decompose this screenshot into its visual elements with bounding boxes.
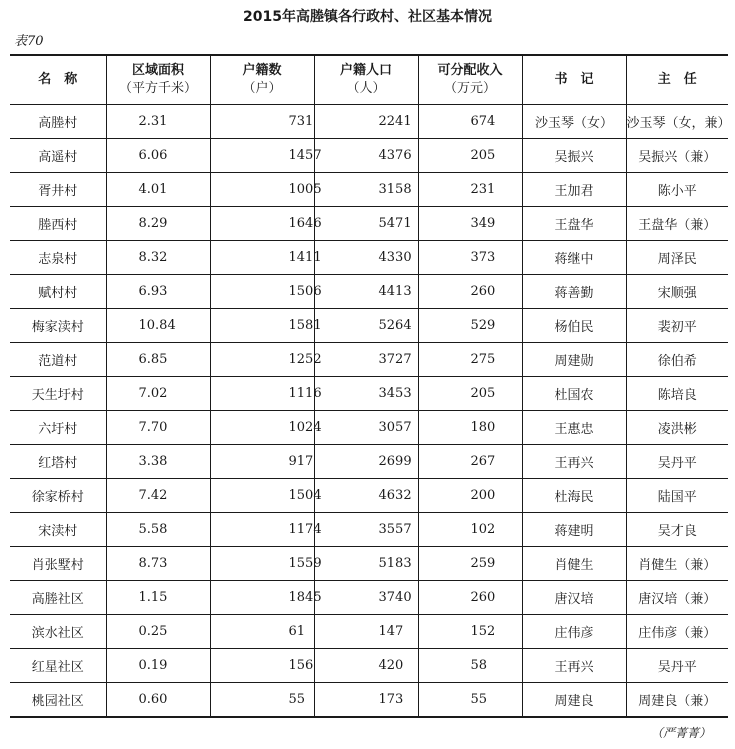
- cell-name: 六圩村: [10, 411, 106, 445]
- cell-secretary: 王再兴: [522, 649, 626, 683]
- cell-secretary: 王加君: [522, 173, 626, 207]
- cell-population: 4376: [314, 139, 418, 173]
- cell-area: 8.29: [106, 207, 210, 241]
- cell-director: 周泽民: [626, 241, 728, 275]
- table-row: [10, 377, 728, 411]
- cell-name: 红星社区: [10, 649, 106, 683]
- cell-area: 4.01: [106, 173, 210, 207]
- cell-households: 1504: [210, 479, 314, 513]
- table-row: [10, 411, 728, 445]
- cell-households: 1116: [210, 377, 314, 411]
- table-row: [10, 173, 728, 207]
- cell-households: 917: [210, 445, 314, 479]
- source-credit: （严菁菁）: [650, 726, 711, 740]
- cell-area: 3.38: [106, 445, 210, 479]
- table-row: [10, 207, 728, 241]
- table-row: [10, 445, 728, 479]
- table-row: [10, 275, 728, 309]
- table-row: [10, 683, 728, 718]
- cell-director: 宋顺强: [626, 275, 728, 309]
- cell-area: 6.06: [106, 139, 210, 173]
- cell-income: 259: [418, 547, 522, 581]
- cell-households: 1024: [210, 411, 314, 445]
- cell-income: 260: [418, 275, 522, 309]
- cell-area: 7.70: [106, 411, 210, 445]
- cell-director: 王盘华（兼）: [626, 207, 728, 241]
- table-row: [10, 513, 728, 547]
- cell-population: 5183: [314, 547, 418, 581]
- table-row: [10, 615, 728, 649]
- table-row: [10, 479, 728, 513]
- cell-name: 赋村村: [10, 275, 106, 309]
- cell-name: 红塔村: [10, 445, 106, 479]
- cell-area: 0.25: [106, 615, 210, 649]
- cell-secretary: 沙玉琴（女）: [522, 105, 626, 139]
- cell-secretary: 周建勋: [522, 343, 626, 377]
- cell-income: 205: [418, 377, 522, 411]
- header-income: 可分配收入 （万元）: [418, 55, 522, 105]
- cell-name: 宋渎村: [10, 513, 106, 547]
- table-row: [10, 241, 728, 275]
- cell-director: 凌洪彬: [626, 411, 728, 445]
- cell-name: 桃园社区: [10, 683, 106, 718]
- cell-population: 2241: [314, 105, 418, 139]
- cell-households: 1252: [210, 343, 314, 377]
- cell-secretary: 唐汉培: [522, 581, 626, 615]
- cell-income: 674: [418, 105, 522, 139]
- cell-name: 肖张墅村: [10, 547, 106, 581]
- cell-population: 173: [314, 683, 418, 718]
- cell-income: 529: [418, 309, 522, 343]
- header-population: 户籍人口 （人）: [314, 55, 418, 105]
- cell-population: 3158: [314, 173, 418, 207]
- page-title: 2015年高塍镇各行政村、社区基本情况: [243, 9, 492, 25]
- cell-population: 4632: [314, 479, 418, 513]
- cell-income: 58: [418, 649, 522, 683]
- cell-director: 吴丹平: [626, 649, 728, 683]
- cell-population: 2699: [314, 445, 418, 479]
- header-director: 主 任: [626, 55, 728, 105]
- cell-director: 唐汉培（兼）: [626, 581, 728, 615]
- cell-director: 徐伯希: [626, 343, 728, 377]
- cell-population: 4330: [314, 241, 418, 275]
- cell-population: 3057: [314, 411, 418, 445]
- cell-income: 267: [418, 445, 522, 479]
- table-row: [10, 139, 728, 173]
- cell-households: 55: [210, 683, 314, 718]
- cell-households: 1411: [210, 241, 314, 275]
- cell-director: 陈培良: [626, 377, 728, 411]
- cell-income: 373: [418, 241, 522, 275]
- cell-area: 8.73: [106, 547, 210, 581]
- cell-name: 梅家渎村: [10, 309, 106, 343]
- cell-households: 1845: [210, 581, 314, 615]
- cell-secretary: 肖健生: [522, 547, 626, 581]
- cell-income: 349: [418, 207, 522, 241]
- cell-director: 吴丹平: [626, 445, 728, 479]
- cell-director: 庄伟彦（兼）: [626, 615, 728, 649]
- cell-population: 420: [314, 649, 418, 683]
- cell-area: 6.85: [106, 343, 210, 377]
- cell-area: 8.32: [106, 241, 210, 275]
- cell-area: 1.15: [106, 581, 210, 615]
- cell-secretary: 庄伟彦: [522, 615, 626, 649]
- cell-director: 裴初平: [626, 309, 728, 343]
- cell-area: 10.84: [106, 309, 210, 343]
- table-row: [10, 105, 728, 139]
- cell-name: 高塍村: [10, 105, 106, 139]
- cell-secretary: 王再兴: [522, 445, 626, 479]
- header-name: 名 称: [10, 55, 106, 105]
- table-row: [10, 309, 728, 343]
- cell-secretary: 杨伯民: [522, 309, 626, 343]
- cell-director: 吴振兴（兼）: [626, 139, 728, 173]
- table-row: [10, 547, 728, 581]
- cell-population: 5471: [314, 207, 418, 241]
- cell-secretary: 王惠忠: [522, 411, 626, 445]
- cell-secretary: 周建良: [522, 683, 626, 718]
- table-row: [10, 343, 728, 377]
- cell-secretary: 蒋善勤: [522, 275, 626, 309]
- header-households: 户籍数 （户）: [210, 55, 314, 105]
- cell-population: 3453: [314, 377, 418, 411]
- cell-secretary: 杜海民: [522, 479, 626, 513]
- cell-income: 260: [418, 581, 522, 615]
- cell-name: 塍西村: [10, 207, 106, 241]
- cell-households: 156: [210, 649, 314, 683]
- cell-name: 胥井村: [10, 173, 106, 207]
- cell-households: 1559: [210, 547, 314, 581]
- cell-name: 志泉村: [10, 241, 106, 275]
- cell-name: 徐家桥村: [10, 479, 106, 513]
- cell-director: 肖健生（兼）: [626, 547, 728, 581]
- cell-households: 1581: [210, 309, 314, 343]
- cell-director: 陈小平: [626, 173, 728, 207]
- cell-name: 滨水社区: [10, 615, 106, 649]
- cell-area: 6.93: [106, 275, 210, 309]
- cell-income: 275: [418, 343, 522, 377]
- cell-population: 3727: [314, 343, 418, 377]
- cell-area: 5.58: [106, 513, 210, 547]
- cell-income: 200: [418, 479, 522, 513]
- header-secretary: 书 记: [522, 55, 626, 105]
- table-row: [10, 581, 728, 615]
- cell-population: 4413: [314, 275, 418, 309]
- cell-households: 731: [210, 105, 314, 139]
- cell-secretary: 蒋建明: [522, 513, 626, 547]
- cell-director: 吴才良: [626, 513, 728, 547]
- cell-households: 1506: [210, 275, 314, 309]
- cell-secretary: 杜国农: [522, 377, 626, 411]
- cell-households: 1646: [210, 207, 314, 241]
- cell-income: 231: [418, 173, 522, 207]
- cell-area: 7.42: [106, 479, 210, 513]
- cell-director: 陆国平: [626, 479, 728, 513]
- cell-population: 3557: [314, 513, 418, 547]
- cell-income: 152: [418, 615, 522, 649]
- table-body: [10, 105, 731, 718]
- cell-area: 0.60: [106, 683, 210, 718]
- cell-secretary: 吴振兴: [522, 139, 626, 173]
- village-info-table: [10, 54, 731, 718]
- cell-area: 7.02: [106, 377, 210, 411]
- cell-households: 1005: [210, 173, 314, 207]
- cell-income: 205: [418, 139, 522, 173]
- cell-population: 147: [314, 615, 418, 649]
- table-header-row: [10, 55, 728, 105]
- cell-name: 高遥村: [10, 139, 106, 173]
- cell-households: 61: [210, 615, 314, 649]
- cell-area: 2.31: [106, 105, 210, 139]
- cell-secretary: 蒋继中: [522, 241, 626, 275]
- table-number: 表70: [14, 34, 44, 49]
- cell-population: 5264: [314, 309, 418, 343]
- cell-households: 1174: [210, 513, 314, 547]
- cell-households: 1457: [210, 139, 314, 173]
- cell-name: 天生圩村: [10, 377, 106, 411]
- table-row: [10, 649, 728, 683]
- cell-income: 102: [418, 513, 522, 547]
- cell-income: 55: [418, 683, 522, 718]
- cell-population: 3740: [314, 581, 418, 615]
- cell-director: 周建良（兼）: [626, 683, 728, 718]
- cell-secretary: 王盘华: [522, 207, 626, 241]
- cell-director: 沙玉琴（女，兼）: [626, 105, 728, 139]
- cell-name: 高塍社区: [10, 581, 106, 615]
- cell-name: 范道村: [10, 343, 106, 377]
- cell-area: 0.19: [106, 649, 210, 683]
- header-area: 区域面积 （平方千米）: [106, 55, 210, 105]
- cell-income: 180: [418, 411, 522, 445]
